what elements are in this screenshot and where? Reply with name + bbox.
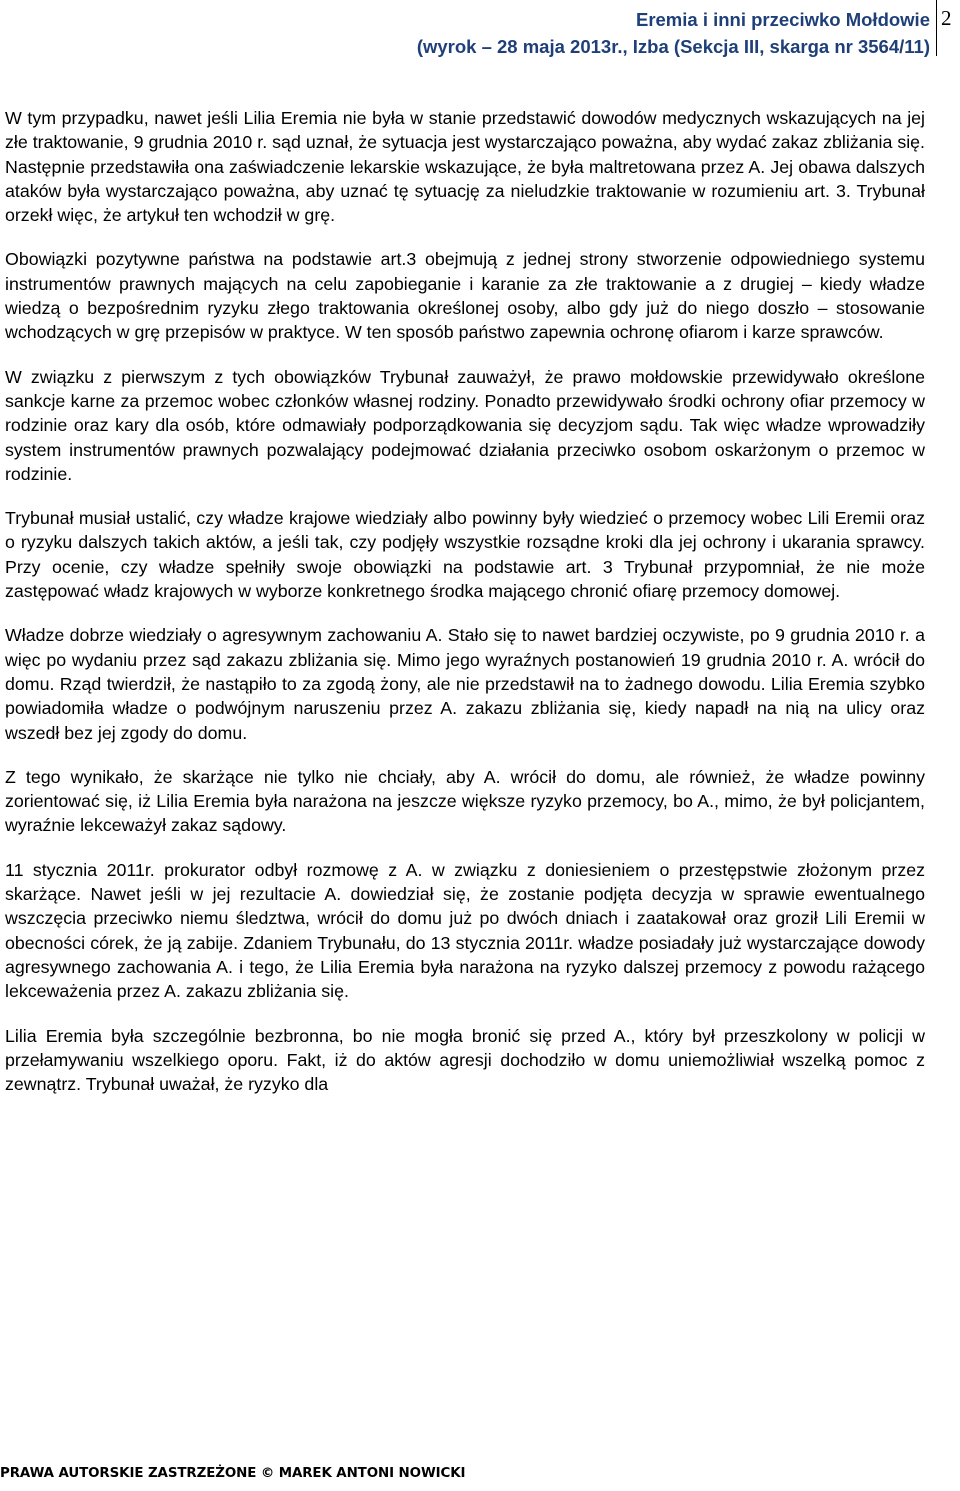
paragraph: Władze dobrze wiedziały o agresywnym zachowaniu A. Stało się to nawet bardziej oczywiste, po 9 grudnia 2010 r. a więc po wydaniu przez sąd zakazu zbliżania się. Mimo jego wyraźnych postanowień 19 grudnia 2010 r. A. wrócił do domu. Rząd twierdził, że nastąpiło to za zgodą żony, ale nie przedstawił na to żadnego dowodu. Lilia Eremia szybko powiadomiła władze o podwójnym naruszeniu przez A. zakazu zbliżania się, kiedy napadł na nią na ulicy oraz wszedł bez jej zgody do domu. xyxy=(5,625,925,743)
paragraph: W tym przypadku, nawet jeśli Lilia Eremia nie była w stanie przedstawić dowodów medycznych wskazujących na jej złe traktowanie, 9 grudnia 2010 r. sąd uznał, że sytuacja jest wystarczająco poważna, aby wydać zakaz zbliżania się. Następnie przedstawiła ona zaświadczenie lekarskie wskazujące, że była maltretowana przez A. Jej obawa dalszych ataków była wystarczająco poważna, aby uznać tę sytuację za nieludzkie traktowanie w rozumieniu art. 3. Trybunał orzekł więc, że artykuł ten wchodził w grę. xyxy=(5,108,925,226)
paragraph: Obowiązki pozytywne państwa na podstawie art.3 obejmują z jednej strony stworzenie odpowiedniego systemu instrumentów prawnych mających na celu zapobieganie i karanie za złe traktowanie a z drugiej – kiedy władze wiedzą o bezpośrednim ryzyku złego traktowania określonej osoby, albo gdy już do niego doszło – stosowanie wchodzących w grę przepisów w praktyce. W ten sposób państwo zapewnia ochronę ofiarom i karze sprawców. xyxy=(5,249,925,343)
header-divider xyxy=(936,0,937,56)
paragraph: 11 stycznia 2011r. prokurator odbył rozmowę z A. w związku z doniesieniem o przestępstwie złożonym przez skarżące. Nawet jeśli w jej rezultacie A. dowiedział się, że zostanie podjęta decyzja w sprawie ewentualnego wszczęcia przeciwko niemu śledztwa, wrócił do domu już po dwóch dniach i zaatakował oraz groził Lili Eremii w obecności córek, że ją zabije. Zdaniem Trybunału, do 13 stycznia 2011r. władze posiadały już wystarczające dowody agresywnego zachowania A. i tego, że Lilia Eremia była narażona na ryzyko dalszej przemocy z powodu rażącego lekceważenia przez A. zakazu zbliżania się. xyxy=(5,859,925,1002)
page-number: 2 xyxy=(941,6,952,30)
document-title-line-2: (wyrok – 28 maja 2013r., Izba (Sekcja III, skarga nr 3564/11) xyxy=(416,36,930,57)
document-body xyxy=(5,106,925,1096)
paragraph: Z tego wynikało, że skarżące nie tylko nie chciały, aby A. wrócił do domu, ale również, że władze powinny zorientować się, iż Lilia Eremia była narażona na jeszcze większe ryzyko przemocy, bo A., mimo, że był policjantem, wyraźnie lekceważył zakaz sądowy. xyxy=(5,766,925,836)
copyright-footer: PRAWA AUTORSKIE ZASTRZEŻONE © MAREK ANTONI NOWICKI xyxy=(0,1466,466,1481)
paragraph: Trybunał musiał ustalić, czy władze krajowe wiedziały albo powinny były wiedzieć o przemocy wobec Lili Eremii oraz o ryzyku dalszych takich aktów, a jeśli tak, czy podjęły wszystkie rozsądne kroki dla jej ochrony i ukarania sprawcy. Przy ocenie, czy władze spełniły swoje obowiązki na podstawie art. 3 Trybunał przypomniał, że nie może zastępować władz krajowych w wyborze konkretnego środka mającego chronić ofiarę przemocy domowej. xyxy=(5,508,925,602)
paragraph: W związku z pierwszym z tych obowiązków Trybunał zauważył, że prawo mołdowskie przewidywało określone sankcje karne za przemoc wobec członków własnej rodziny. Ponadto przewidywało środki ochrony ofiar przemocy w rodzinie oraz kary dla osób, które odmawiały podporządkowania się decyzjom sądu. Tak więc władze wprowadziły system instrumentów prawnych pozwalający podejmować działania przeciwko osobom oskarżonym o przemoc w rodzinie. xyxy=(5,366,925,484)
paragraph: Lilia Eremia była szczególnie bezbronna, bo nie mogła bronić się przed A., który był przeszkolony w policji w przełamywaniu wszelkiego oporu. Fakt, iż do aktów agresji dochodziło w domu uniemożliwiał wszelką pomoc z zewnątrz. Trybunał uważał, że ryzyko dla xyxy=(5,1025,925,1095)
document-title xyxy=(417,6,930,60)
page-header xyxy=(0,0,960,80)
document-title-line-1: Eremia i inni przeciwko Mołdowie xyxy=(635,9,930,30)
